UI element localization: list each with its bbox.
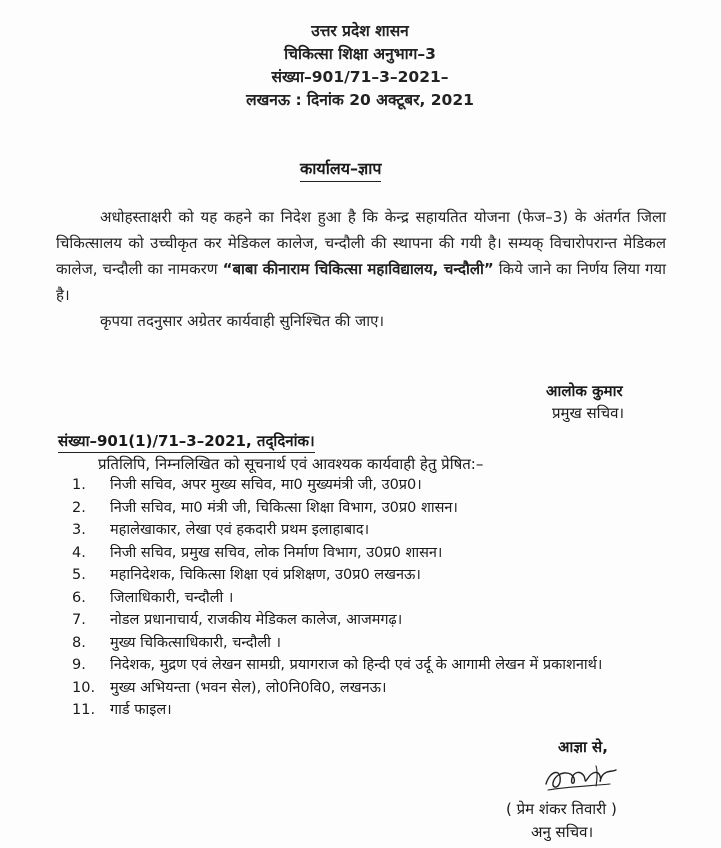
- recipient-number: 4.: [72, 544, 86, 561]
- recipient-text: निदेशक, मुद्रण एवं लेखन सामग्री, प्रयागराज को हिन्दी एवं उर्दू के आगामी लेखन में प्रकाशनार्थ।: [110, 657, 603, 673]
- letter-date: लखनऊ : दिनांक 20 अक्टूबर, 2021: [246, 91, 474, 109]
- memo-paragraph-1: [56, 204, 666, 308]
- recipient-text: निजी सचिव, अपर मुख्य सचिव, मा0 मुख्यमंत्री जी, उ0प्र0।: [110, 477, 422, 493]
- letter-number: संख्या–901/71–3–2021–: [271, 68, 449, 86]
- memo-paragraph-2: [56, 308, 666, 334]
- recipient-number: 5.: [72, 567, 86, 583]
- by-order-label: आज्ञा से,: [558, 738, 608, 756]
- letter-header: [170, 20, 550, 112]
- college-name: “बाबा कीनाराम चिकित्सा महाविद्यालय, चन्दौली”: [222, 260, 494, 278]
- recipient-item: [72, 519, 692, 542]
- recipient-item: [72, 699, 692, 722]
- recipient-text: नोडल प्रधानाचार्य, राजकीय मेडिकल कालेज, आजमगढ़।: [110, 612, 403, 628]
- recipient-item: [72, 677, 692, 700]
- recipient-item: [72, 587, 692, 610]
- recipient-text: निजी सचिव, मा0 मंत्री जी, चिकित्सा शिक्षा विभाग, उ0प्र0 शासन।: [110, 499, 458, 516]
- government-name: उत्तर प्रदेश शासन: [311, 22, 409, 40]
- recipient-item: [72, 497, 692, 520]
- memo-paragraph-1-text-a: अधोहस्ताक्षरी को यह कहने का निदेश हुआ है कि केन्द्र सहायतित योजना (फेज–3) के अंतर्गत जिला चिकित्सालय को उच्चीकृत कर मेडिकल कालेज, चन्दौली की स्थापना की गयी है। सम्यक् विचारोपरान्त मेडिकल कालेज, चन्दौली का नामकरण: [56, 208, 666, 278]
- signatory-block-1: [546, 380, 624, 424]
- signatory-1-designation: प्रमुख सचिव।: [552, 404, 625, 422]
- recipient-item: [72, 564, 692, 587]
- signatory-1-name: आलोक कुमार: [546, 382, 623, 400]
- memo-paragraph-1-text-b: किये जाने का निर्णय लिया गया है।: [56, 260, 666, 304]
- recipient-number: 6.: [72, 589, 86, 606]
- recipient-item: [72, 609, 692, 632]
- recipient-item: [72, 542, 692, 565]
- recipient-item: [72, 654, 692, 677]
- recipient-number: 9.: [72, 657, 86, 673]
- signatory-2-designation: अनु सचिव।: [531, 823, 594, 841]
- recipient-text: गार्ड फाइल।: [110, 702, 172, 718]
- signatory-2-name: ( प्रेम शंकर तिवारी ): [506, 800, 617, 818]
- copy-reference-number: संख्या–901(1)/71–3–2021, तद्‌दिनांक।: [58, 430, 315, 453]
- recipient-number: 1.: [72, 477, 86, 493]
- recipient-number: 2.: [72, 499, 86, 516]
- recipient-text: महानिदेशक, चिकित्सा शिक्षा एवं प्रशिक्षण, उ0प्र0 लखनऊ।: [110, 567, 421, 583]
- office-memo-title: कार्यालय–ज्ञाप: [300, 158, 381, 182]
- recipient-number: 11.: [72, 702, 96, 718]
- recipient-number: 8.: [72, 634, 86, 651]
- recipient-number: 3.: [72, 522, 86, 538]
- recipient-list: [72, 474, 692, 722]
- recipient-text: जिलाधिकारी, चन्दौली ।: [110, 589, 234, 606]
- recipient-number: 10.: [72, 679, 96, 696]
- recipient-item: [72, 632, 692, 655]
- department-section: चिकित्सा शिक्षा अनुभाग–3: [284, 45, 436, 63]
- recipient-text: मुख्य चिकित्साधिकारी, चन्दौली ।: [110, 634, 282, 651]
- copy-intro: प्रतिलिपि, निम्नलिखित को सूचनार्थ एवं आवश्यक कार्यवाही हेतु प्रेषित:–: [98, 455, 484, 473]
- recipient-item: [72, 474, 692, 497]
- memo-paragraph-2-text: कृपया तदनुसार अग्रेतर कार्यवाही सुनिश्चित की जाए।: [100, 312, 385, 330]
- recipient-number: 7.: [72, 612, 86, 628]
- recipient-text: निजी सचिव, प्रमुख सचिव, लोक निर्माण विभाग, उ0प्र0 शासन।: [110, 544, 443, 561]
- handwritten-signature: [540, 760, 620, 798]
- recipient-text: महालेखाकार, लेखा एवं हकदारी प्रथम इलाहाबाद।: [110, 522, 370, 538]
- recipient-text: मुख्य अभियन्ता (भवन सेल), लो0नि0वि0, लखनऊ।: [110, 679, 387, 696]
